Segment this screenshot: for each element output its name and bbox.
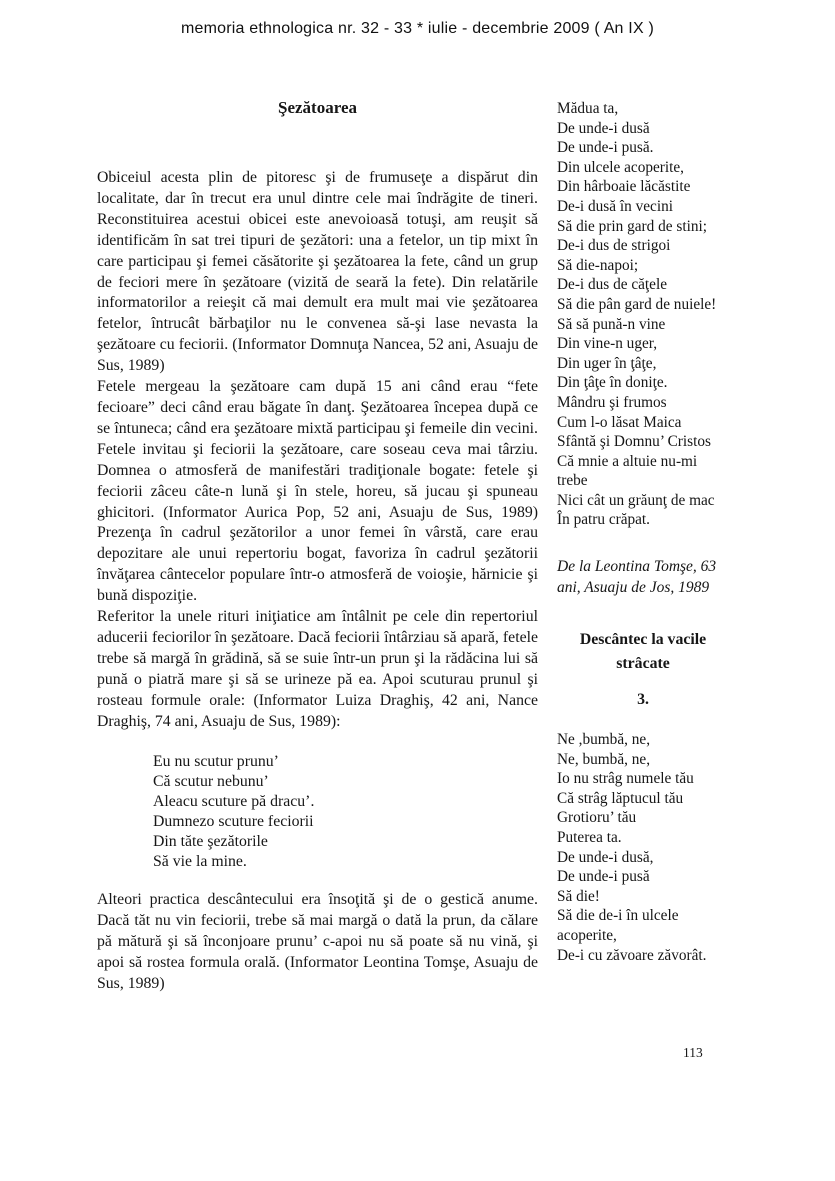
poem-line: Ne ,bumbă, ne, xyxy=(557,731,651,749)
poem-line: În patru crăpat. xyxy=(557,511,651,529)
page-number: 113 xyxy=(683,1045,703,1060)
article-paragraph: Fetele mergeau la şezătoare cam după 15 ani când erau “fete fecioare” deci când erau băgate în danţ. Şezătoarea începea după ce se întuneca; când era şezătoare mixtă participau şi femeile din vecini. Fetele invitau şi feciorii la şezătoare, care soseau ceva mai târziu. Domnea o atmosferă de manifestări tradiţionale bogate: fetele şi feciorii zâceu câte-n lună şi în stele, horeu, să jucau şi spuneau ghicitori. (Informator Aurica Pop, 52 ani, Asuaju de Sus, 1989) Prezenţa în cadrul şezătorilor a unor femei în vârstă, care erau depozitare ale unui repertoriu bogat, favoriza în cadrul şezătorii învăţarea cântecelor populare într-o atmosferă de voioşie, hărnicie şi bună dispoziţie. xyxy=(97,378,538,605)
poem-line: acoperite, xyxy=(557,927,617,944)
incantation-line: Aleacu scuture pă dracu’. xyxy=(153,793,315,811)
section-number: 3. xyxy=(637,691,649,709)
poem-line: Nici cât un grăunţ de mac xyxy=(557,491,715,509)
incantation-line: Că scutur nebunu’ xyxy=(153,773,269,791)
poem-line: Ne, bumbă, ne, xyxy=(557,750,651,768)
incantation-line: Eu nu scutur prunu’ xyxy=(153,753,279,771)
poem-line: Puterea ta. xyxy=(557,829,622,847)
milk-charm-poem xyxy=(557,99,783,530)
article-paragraphs xyxy=(97,168,538,732)
poem-line: Să să pună-n vine xyxy=(557,315,666,333)
article-paragraph: Obiceiul acesta plin de pitoresc şi de frumuseţe a dispărut din localitate, dar în trecut era unul dintre cele mai îndrăgite de tineri. Reconstituirea acestui obicei este anevoioasă totuşi, am reuşit să identificăm în sat trei tipuri de şezători: una a fetelor, un tip mixt în care participau şi femei căsătorite şi şezătoarea la fete, când un grup de feciori mere în şezătoare (vizită de seară la fete). Din relatările informatorilor a reieşit că mai demult era mult mai vie şezătoarea fetelor, întrucât bărbaţilor nu le convenea să-şi lase nevasta la şezătoare cu feciorii. (Informator Domnuţa Nancea, 52 ani, Asuaju de Sus, 1989) xyxy=(97,169,538,375)
article-title: Şezătoarea xyxy=(278,98,357,117)
poem-line: Să die pân gard de nuiele! xyxy=(557,295,717,313)
closing-paragraph: Alteori practica descântecului era însoţită şi de o gestică anume. Dacă tăt nu vin feciorii, trebe să mai margă o dată la prun, da călare pă mătură şi să înconjoare prunu’ c-apoi nu să poate să nu vină, şi apoi să rostea formula orală. (Informator Leontina Tomşe, Asuaju de Sus, 1989) xyxy=(97,891,538,993)
poem-line: De-i dus de strigoi xyxy=(557,237,671,255)
poem-line: De unde-i dusă, xyxy=(557,848,654,866)
poem-line: Mândru şi frumos xyxy=(557,393,667,411)
poem-line: Din vine-n uger, xyxy=(557,335,658,353)
poem-line: Cum l-o lăsat Maica xyxy=(557,413,682,431)
poem-line: Din hârboaie lăcăstite xyxy=(557,178,691,196)
poem-line: Din uger în ţâţe, xyxy=(557,354,657,372)
poem-line: Să die-napoi; xyxy=(557,256,639,274)
incantation-line: Dumnezo scuture feciorii xyxy=(153,813,314,831)
incantation-line: Din tăte şezătorile xyxy=(153,833,268,851)
article-column xyxy=(97,98,538,995)
poem-line: De-i dus de căţele xyxy=(557,276,667,294)
section-title-line: strâcate xyxy=(616,655,670,673)
section-title xyxy=(557,628,729,676)
poems-column xyxy=(557,99,783,965)
poem-line: trebe xyxy=(557,472,588,490)
attribution-line: ani, Asuaju de Jos, 1989 xyxy=(557,578,710,596)
poem-line: Mădua ta, xyxy=(557,100,619,117)
poem-line: De unde-i pusă. xyxy=(557,139,654,157)
poem-line: De unde-i dusă xyxy=(557,119,650,137)
attribution-line: De la Leontina Tomşe, 63 xyxy=(557,558,717,576)
poem-line: De-i dusă în vecini xyxy=(557,197,673,215)
incantation-line: Să vie la mine. xyxy=(153,853,247,871)
cow-charm-poem xyxy=(557,730,783,965)
journal-header: memoria ethnologica nr. 32 - 33 * iulie - decembrie 2009 ( An IX ) xyxy=(181,20,654,37)
poem-line: De unde-i pusă xyxy=(557,868,650,886)
poem-line: Să die prin gard de stini; xyxy=(557,217,707,235)
poem-line: Să die! xyxy=(557,887,600,905)
poem-attribution xyxy=(557,557,783,598)
poem-line: Sfântă şi Domnu’ Cristos xyxy=(557,433,711,451)
poem-line: Din ulcele acoperite, xyxy=(557,158,684,176)
poem-line: Din ţâţe în doniţe. xyxy=(557,374,668,392)
poem-line: Grotioru’ tău xyxy=(557,809,637,827)
poem-line: De-i cu zăvoare zăvorât. xyxy=(557,946,707,964)
poem-line: Io nu strâg numele tău xyxy=(557,770,694,788)
poem-line: Că strâg lăptucul tău xyxy=(557,789,684,807)
poem-line: Că mnie a altuie nu-mi xyxy=(557,452,698,470)
section-title-line: Descântec la vacile xyxy=(579,631,707,649)
incantation-poem xyxy=(153,752,538,872)
poem-line: Să die de-i în ulcele xyxy=(557,907,679,925)
article-paragraph: Referitor la unele rituri iniţiatice am întâlnit pe cele din repertoriul aducerii feciorilor în şezătoare. Dacă feciorii întârziau să apară, fetele trebe să margă în grădină, să se suie într-un prun şi la rădăcina lui să pună o piatră mare şi să se urineze pă ea. Apoi scuturau prunul şi rosteau formule orale: (Informator Luiza Draghiş, 42 ani, Nance Draghiş, 74 ani, Asuaju de Sus, 1989): xyxy=(97,608,538,730)
